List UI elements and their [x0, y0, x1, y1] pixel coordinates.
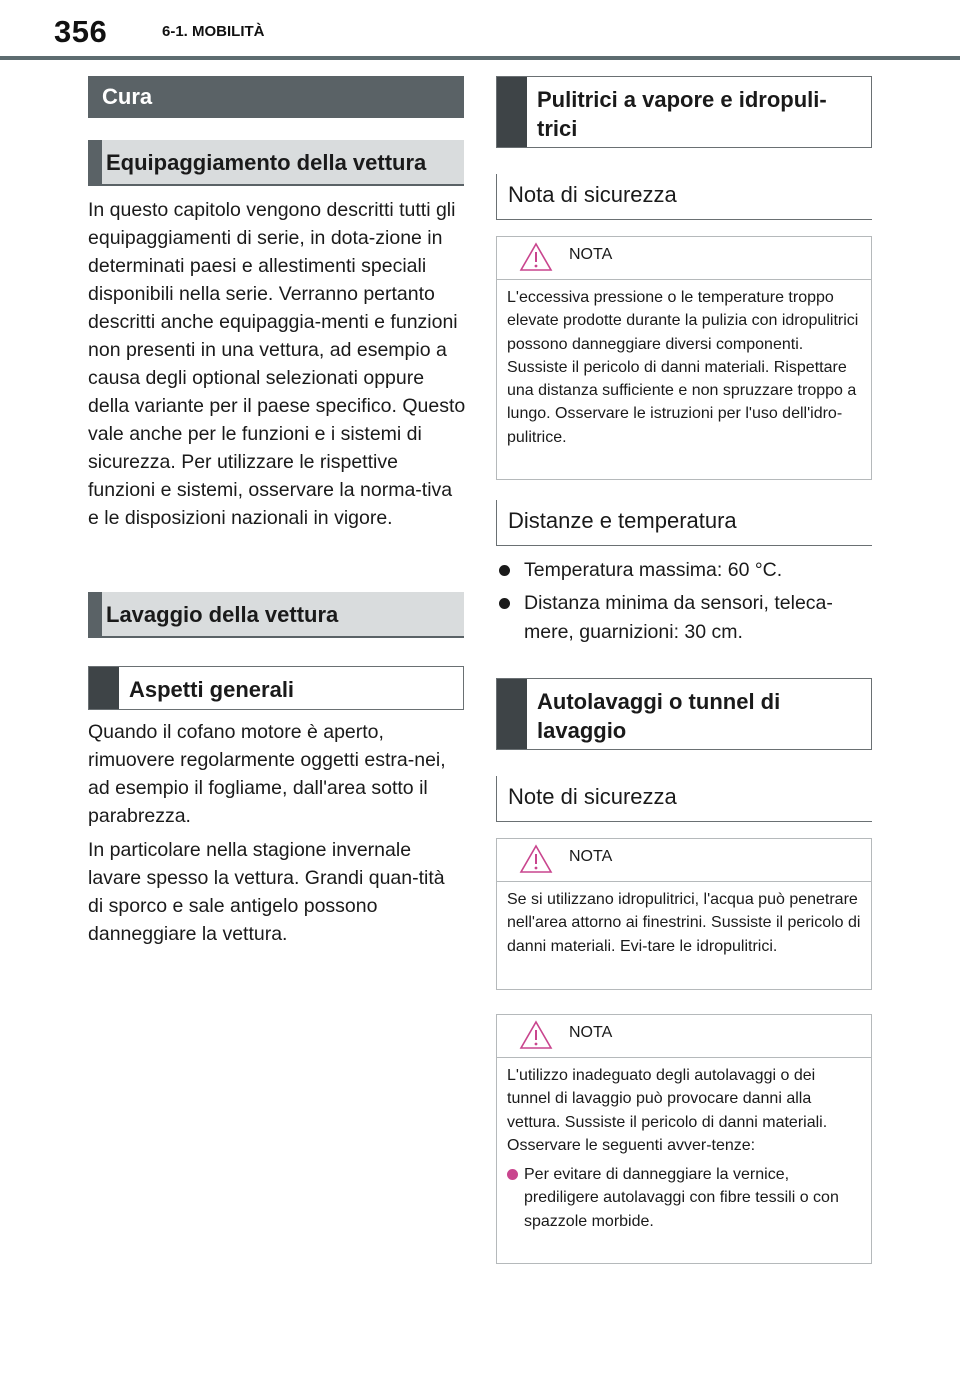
list-item-text: Distanza minima da sensori, teleca-mere, guarnizioni: 30 cm. [524, 592, 833, 643]
page-header [0, 0, 960, 60]
heading-wash [88, 592, 464, 638]
chapter-title: 6-1. MOBILITÀ [162, 23, 265, 40]
section-heading-text: Cura [102, 84, 153, 109]
equipment-paragraph [88, 196, 466, 532]
heading-distances [496, 500, 872, 546]
page-number: 356 [54, 14, 108, 49]
heading-carwash [496, 678, 872, 750]
note-bullet-text: Per evitare di danneggiare la vernice, prediligere autolavaggi con fibre tessili o con spazzole morbide. [524, 1166, 839, 1230]
distances-list [496, 556, 872, 651]
warning-icon [519, 242, 553, 272]
general-paragraphs [88, 718, 458, 948]
list-item [496, 556, 872, 585]
heading-steam-text: Pulitrici a vapore e idropuli-trici [537, 87, 827, 141]
list-item [496, 589, 872, 647]
note-body [497, 280, 871, 457]
heading-bar [88, 140, 102, 184]
note-body [497, 882, 871, 966]
note-header [497, 839, 871, 882]
general-paragraph-1: Quando il cofano motore è aperto, rimuovere regolarmente oggetti estra-nei, ad esempio il fogliame, dall'area sotto il parabrezza. [88, 721, 446, 827]
note-text: L'utilizzo inadeguato degli autolavaggi o dei tunnel di lavaggio può provocare danni alla vettura. Sussiste il pericolo di danni materiali. Osservare le seguenti avver-tenze: [507, 1067, 828, 1154]
header-rule [0, 56, 960, 60]
note-box-1 [496, 236, 872, 480]
note-box-2 [496, 838, 872, 990]
heading-distances-text: Distanze e temperatura [508, 508, 737, 533]
heading-bar [497, 679, 527, 749]
heading-general [88, 666, 464, 710]
heading-steam [496, 76, 872, 148]
note-bullet [507, 1163, 861, 1233]
warning-icon [519, 844, 553, 874]
list-item-text: Temperatura massima: 60 °C. [524, 559, 783, 581]
heading-general-text: Aspetti generali [129, 677, 295, 702]
heading-safety-note [496, 174, 872, 220]
warning-icon [519, 1020, 553, 1050]
note-text: Se si utilizzano idropulitrici, l'acqua può penetrare nell'area attorno ai finestrini. Sussiste il pericolo di danni materiali. Evi-tare le idropulitrici. [507, 891, 861, 955]
note-header [497, 237, 871, 280]
general-paragraph-2: In particolare nella stagione invernale lavare spesso la vettura. Grandi quan-tità di sporco e sale antigelo possono danneggiare la vettura. [88, 839, 445, 945]
heading-bar [88, 592, 102, 636]
note-label: NOTA [569, 1024, 613, 1041]
section-heading-cura [88, 76, 464, 118]
bullet-dot [499, 598, 510, 609]
heading-equipment [88, 140, 464, 186]
note-label: NOTA [569, 848, 613, 865]
bullet-dot [507, 1169, 518, 1180]
heading-safety-note-text: Nota di sicurezza [508, 182, 677, 207]
heading-bar [89, 667, 119, 709]
heading-safety-notes [496, 776, 872, 822]
heading-safety-notes-text: Note di sicurezza [508, 784, 677, 809]
heading-bar [497, 77, 527, 147]
heading-wash-text: Lavaggio della vettura [106, 602, 339, 627]
equipment-text: In questo capitolo vengono descritti tutti gli equipaggiamenti di serie, in dota-zione in determinati paesi e allestimenti speciali disponibili nella serie. Verranno pertanto descritti anche equipaggia-menti e funzioni non presenti in una vettura, ad esempio a causa degli optional selezionati oppure della variante per il paese specifico. Questo vale anche per le funzioni e i sistemi di sicurezza. Per utilizzare le rispettive funzioni e sistemi, osservare la norma-tiva e le disposizioni nazionali in vigore. [88, 199, 466, 529]
note-label: NOTA [569, 246, 613, 263]
note-header [497, 1015, 871, 1058]
note-text: L'eccessiva pressione o le temperature troppo elevate prodotte durante la pulizia con idropulitrici possono danneggiare diversi componenti. Sussiste il pericolo di danni materiali. Rispettare una distanza sufficiente e non spruzzare troppo a lungo. Osservare le istruzioni per l'uso dell'idro-pulitrice. [507, 289, 859, 446]
heading-equipment-text: Equipaggiamento della vettura [106, 150, 427, 175]
bullet-dot [499, 565, 510, 576]
heading-carwash-text: Autolavaggi o tunnel di lavaggio [537, 689, 781, 743]
note-body [497, 1058, 871, 1241]
note-box-3 [496, 1014, 872, 1264]
